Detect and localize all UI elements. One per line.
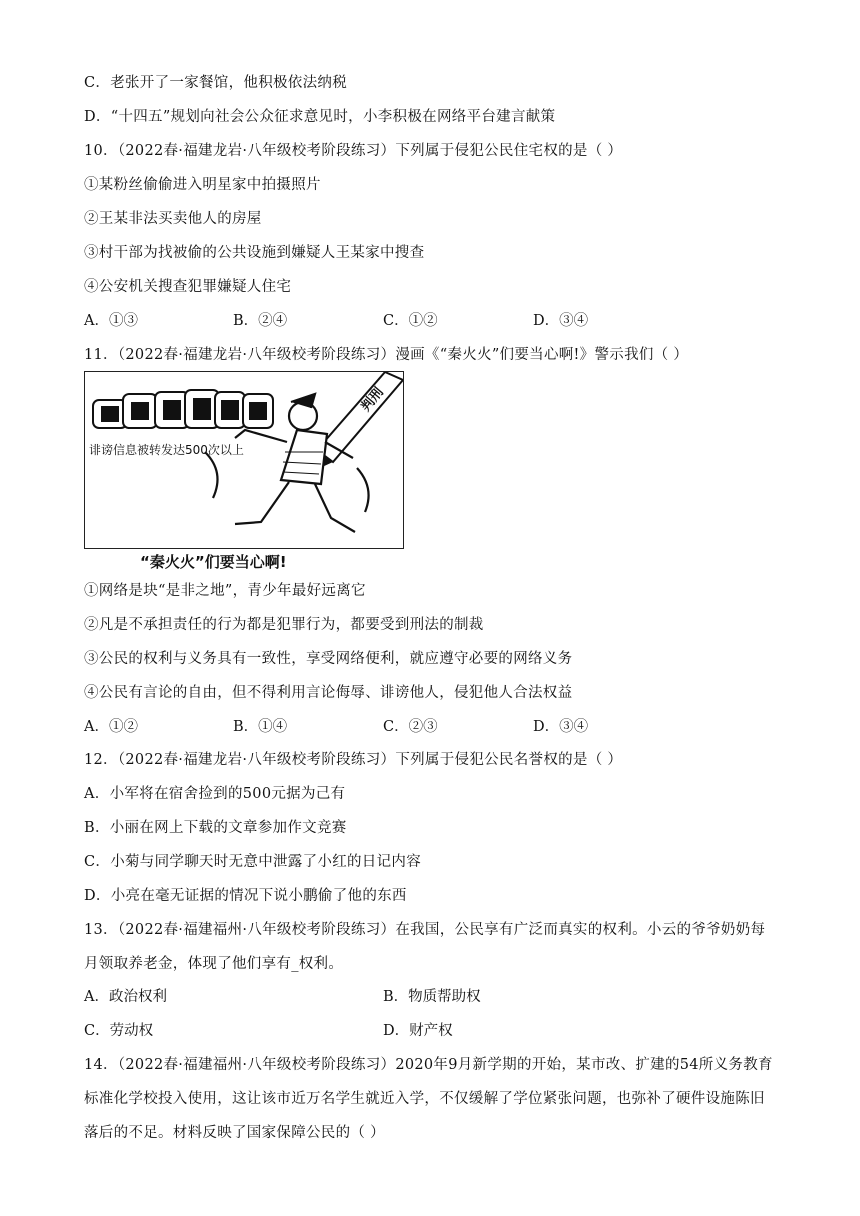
- q10-option-d: D．③④: [533, 313, 589, 329]
- q10-option-a: A．①③: [84, 313, 138, 329]
- q10-option-c: C．①②: [383, 313, 438, 329]
- question-14-stem-end: 落后的不足。材料反映了国家保障公民的（ ）: [84, 1125, 385, 1141]
- q12-option-b: B．小丽在网上下载的文章参加作文竞赛: [84, 820, 347, 836]
- q10-statement-2: ②王某非法买卖他人的房屋: [84, 211, 262, 227]
- q12-option-d: D．小亮在毫无证据的情况下说小鹏偷了他的东西: [84, 888, 407, 904]
- cartoon-pen-text: 判刑: [358, 385, 387, 415]
- cartoon-image: [84, 371, 404, 549]
- q10-statement-3: ③村干部为找被偷的公共设施到嫌疑人王某家中搜查: [84, 245, 425, 261]
- question-10-stem: 10．（2022春·福建龙岩·八年级校考阶段练习）下列属于侵犯公民住宅权的是（ ）: [84, 143, 623, 159]
- q11-statement-4: ④公民有言论的自由，但不得利用言论侮辱、诽谤他人，侵犯他人合法权益: [84, 685, 573, 701]
- q11-statement-1: ①网络是块“是非之地”，青少年最好远离它: [84, 583, 366, 599]
- question-12-stem: 12．（2022春·福建龙岩·八年级校考阶段练习）下列属于侵犯公民名誉权的是（ ）: [84, 752, 623, 768]
- q13-option-d: D．财产权: [383, 1023, 453, 1039]
- question-11-stem: 11．（2022春·福建龙岩·八年级校考阶段练习）漫画《“秦火火”们要当心啊!》警示我们（ ）: [84, 347, 689, 363]
- cartoon-drawing: [85, 372, 404, 549]
- q9-option-d: D．“十四五”规划向社会公众征求意见时，小李积极在网络平台建言献策: [84, 109, 556, 125]
- cartoon-caption: “秦火火”们要当心啊!: [140, 553, 287, 571]
- q11-statement-2: ②凡是不承担责任的行为都是犯罪行为，都要受到刑法的制裁: [84, 617, 484, 633]
- q11-option-d: D．③④: [533, 719, 589, 735]
- q9-option-c: C．老张开了一家餐馆，他积极依法纳税: [84, 75, 347, 91]
- q13-option-a: A．政治权利: [84, 989, 167, 1005]
- q11-option-c: C．②③: [383, 719, 438, 735]
- q10-statement-4: ④公安机关搜查犯罪嫌疑人住宅: [84, 279, 292, 295]
- question-14-stem: 14．（2022春·福建福州·八年级校考阶段练习）2020年9月新学期的开始，某市改、扩建的54所义务教育: [84, 1057, 773, 1073]
- q13-option-c: C．劳动权: [84, 1023, 154, 1039]
- q11-option-b: B．①④: [233, 719, 288, 735]
- q13-option-b: B．物质帮助权: [383, 989, 481, 1005]
- q11-option-a: A．①②: [84, 719, 138, 735]
- q12-option-a: A．小军将在宿舍捡到的500元据为己有: [84, 786, 346, 802]
- q10-statement-1: ①某粉丝偷偷进入明星家中拍摄照片: [84, 177, 321, 193]
- question-14-stem-cont: 标准化学校投入使用，这让该市近万名学生就近入学，不仅缓解了学位紧张问题，也弥补了硬件设施陈旧: [84, 1091, 765, 1107]
- question-13-stem-cont: 月领取养老金，体现了他们享有_权利。: [84, 956, 344, 972]
- q12-option-c: C．小菊与同学聊天时无意中泄露了小红的日记内容: [84, 854, 421, 870]
- question-13-stem: 13．（2022春·福建福州·八年级校考阶段练习）在我国，公民享有广泛而真实的权利。小云的爷爷奶奶每: [84, 922, 766, 938]
- q11-statement-3: ③公民的权利与义务具有一致性，享受网络便利，就应遵守必要的网络义务: [84, 651, 573, 667]
- cartoon-banner-text: 诽谤信息被转发达500次以上: [89, 443, 244, 457]
- q10-option-b: B．②④: [233, 313, 288, 329]
